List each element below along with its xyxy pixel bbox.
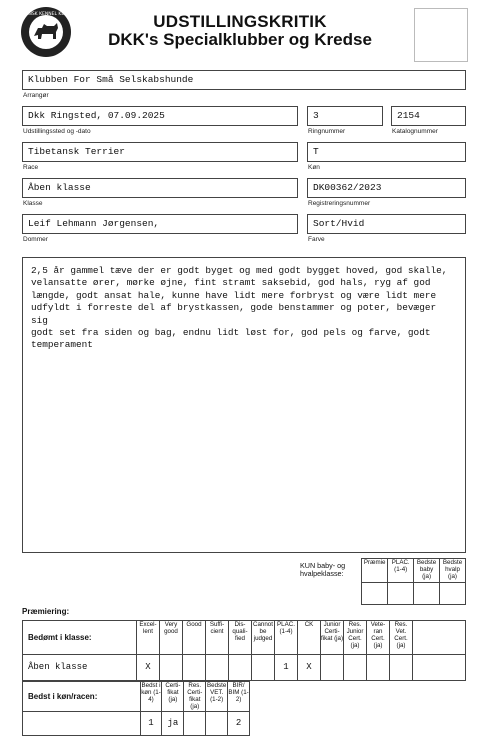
good-header: Good	[183, 621, 206, 655]
bedste-baby-cell[interactable]	[414, 583, 440, 605]
res-certifikat-value[interactable]	[184, 712, 206, 736]
excellent-value[interactable]: X	[137, 655, 160, 681]
critique-textarea[interactable]	[22, 257, 466, 553]
plac-header: PLAC. (1-4)	[388, 559, 414, 583]
kun-baby-label: KUN baby- og hvalpeklasse:	[300, 561, 346, 578]
kon-field[interactable]: T	[307, 142, 466, 162]
bedst-kon-table	[22, 681, 250, 736]
res-vet-cert-header: Res. Vet. Cert. (ja)	[390, 621, 413, 655]
plac-header: PLAC. (1-4)	[275, 621, 298, 655]
klasse-field[interactable]: Åben klasse	[22, 178, 298, 198]
res-vet-cert-value[interactable]	[390, 655, 413, 681]
ring-field[interactable]: 3	[307, 106, 383, 126]
bedst-kon-value[interactable]: 1	[140, 712, 162, 736]
certifikat-header: Certi-fikat (ja)	[162, 682, 184, 712]
bedomt-table	[22, 620, 466, 681]
bedst-kon-blank	[23, 712, 141, 736]
plac-value[interactable]: 1	[275, 655, 298, 681]
bedste-vet-header: Bedste VET. (1-2)	[206, 682, 228, 712]
res-junior-cert-header: Res. Junior Cert. (ja)	[344, 621, 367, 655]
ring-label: Ringnummer	[308, 128, 346, 135]
race-field[interactable]: Tibetansk Terrier	[22, 142, 298, 162]
junior-cert-header: Junior Certi-fikat (ja)	[321, 621, 344, 655]
bedste-baby-header: Bedste baby (ja)	[414, 559, 440, 583]
sted-field[interactable]: Dkk Ringsted, 07.09.2025	[22, 106, 298, 126]
svg-text:DANSK KENNEL KLUB: DANSK KENNEL KLUB	[22, 12, 70, 17]
reg-field[interactable]: DK00362/2023	[307, 178, 466, 198]
excellent-header: Excel-lent	[137, 621, 160, 655]
critique-line: temperament	[31, 339, 93, 351]
arrangor-field[interactable]: Klubben For Små Selskabshunde	[22, 70, 466, 90]
disqualified-value[interactable]	[229, 655, 252, 681]
farve-field[interactable]: Sort/Hvid	[307, 214, 466, 234]
plac-cell[interactable]	[388, 583, 414, 605]
race-label: Race	[23, 164, 39, 171]
bedst-kon-label: Bedst i køn/racen:	[23, 682, 141, 712]
certifikat-value[interactable]: ja	[162, 712, 184, 736]
bir-bim-value[interactable]: 2	[228, 712, 250, 736]
critique-line: længde, godt ansat hale, kunne have lidt mere forbryst og være lidt mere	[31, 289, 437, 301]
bedomt-label: Bedømt i klasse:	[23, 621, 137, 655]
bedste-hvalp-cell[interactable]	[440, 583, 466, 605]
katalog-field[interactable]: 2154	[391, 106, 466, 126]
cannot-judged-value[interactable]	[252, 655, 275, 681]
bedst-kon-header: Bedst i køn (1-4)	[140, 682, 162, 712]
critique-line: udfyldt i forreste del af brystkassen, gode benstammer og poter, bevæger sig	[31, 302, 437, 326]
cannot-judged-header: Cannot be judged	[252, 621, 275, 655]
veteran-cert-header: Vete-ran Cert. (ja)	[367, 621, 390, 655]
blank-value	[413, 655, 466, 681]
blank-header	[413, 621, 466, 655]
junior-cert-value[interactable]	[321, 655, 344, 681]
kon-label: Køn	[308, 164, 320, 171]
praemiering-title: Præmiering:	[22, 607, 70, 616]
praemie-header: Præmie	[362, 559, 388, 583]
bedste-hvalp-header: Bedste hvalp (ja)	[440, 559, 466, 583]
farve-label: Farve	[308, 236, 325, 243]
sufficient-header: Suffi-cient	[206, 621, 229, 655]
arrangor-label: Arrangør	[23, 92, 49, 99]
klasse-value[interactable]: Åben klasse	[23, 655, 137, 681]
dommer-field[interactable]: Leif Lehmann Jørgensen,	[22, 214, 298, 234]
critique-line: velansatte ører, mørke øjne, fint stramt saksebid, god hals, ryg af god	[31, 277, 431, 289]
ck-header: CK	[298, 621, 321, 655]
reg-label: Registreringsnummer	[308, 200, 371, 207]
sted-label: Udstillingssted og -dato	[23, 128, 91, 135]
dommer-label: Dommer	[23, 236, 48, 243]
bedste-vet-value[interactable]	[206, 712, 228, 736]
critique-line: godt set fra siden og bag, endnu lidt løst for, god pels og farve, godt	[31, 327, 431, 339]
good-value[interactable]	[183, 655, 206, 681]
critique-line: 2,5 år gammel tæve der er godt byget og med godt bygget hoved, god skalle,	[31, 265, 448, 276]
photo-box	[414, 8, 468, 62]
klasse-label: Klasse	[23, 200, 43, 207]
very-good-value[interactable]	[160, 655, 183, 681]
res-certifikat-header: Res. Certi-fikat (ja)	[184, 682, 206, 712]
sufficient-value[interactable]	[206, 655, 229, 681]
res-junior-cert-value[interactable]	[344, 655, 367, 681]
form-title: UDSTILLINGSKRITIK	[153, 12, 327, 31]
bir-bim-header: BIR/ BIM (1-2)	[228, 682, 250, 712]
form-subtitle: DKK's Specialklubber og Kredse	[108, 30, 372, 49]
katalog-label: Katalognummer	[392, 128, 438, 135]
kun-baby-table	[361, 558, 466, 605]
disqualified-header: Dis-quali-fied	[229, 621, 252, 655]
veteran-cert-value[interactable]	[367, 655, 390, 681]
ck-value[interactable]: X	[298, 655, 321, 681]
praemie-cell[interactable]	[362, 583, 388, 605]
very-good-header: Very good	[160, 621, 183, 655]
